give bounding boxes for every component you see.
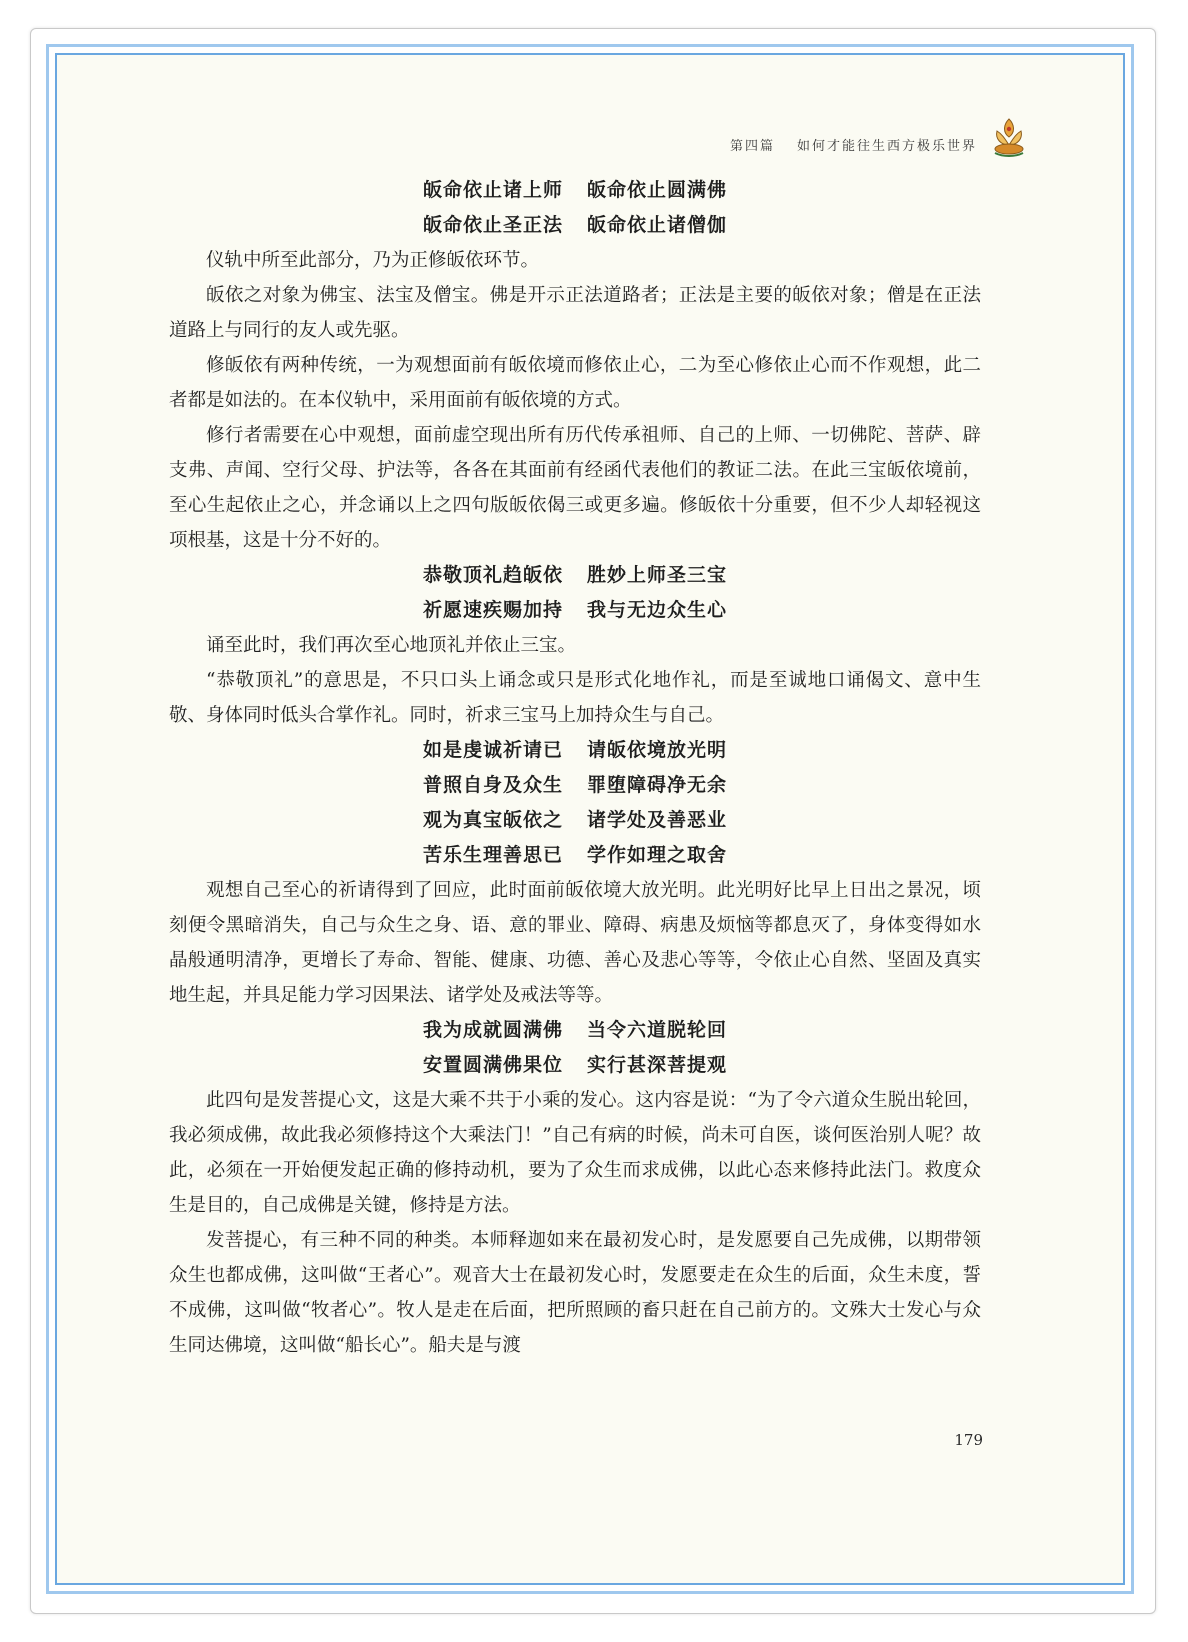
verse-line bbox=[169, 768, 981, 803]
verse-phrase: 学作如理之取舍 bbox=[587, 844, 728, 866]
page-number: 179 bbox=[954, 1431, 983, 1449]
chapter-title: 如何才能往生西方极乐世界 bbox=[796, 139, 977, 154]
verse-phrase: 当令六道脱轮回 bbox=[587, 1019, 728, 1041]
paragraph: 诵至此时，我们再次至心地顶礼并依止三宝。 bbox=[206, 635, 577, 656]
verse-phrase: 皈命依止诸上师 bbox=[422, 179, 563, 201]
verse-phrase: 祈愿速疾赐加持 bbox=[422, 599, 563, 621]
verse-line bbox=[169, 1048, 981, 1083]
lotus-ornament-icon bbox=[989, 115, 1029, 159]
paragraph: 仪轨中所至此部分，乃为正修皈依环节。 bbox=[206, 250, 540, 271]
verse-phrase: 诸学处及善恶业 bbox=[587, 809, 728, 831]
paragraph: 发菩提心，有三种不同的种类。本师释迦如来在最初发心时，是发愿要自己先成佛，以期带领众生也都成佛，这叫做“王者心”。观音大士在最初发心时，发愿要走在众生的后面，众生未度，誓不成佛，这叫做“牧者心”。牧人是走在后面，把所照顾的畜只赶在自己前方的。文殊大士发心与众生同达佛境，这叫做“船长心”。船夫是与渡 bbox=[169, 1230, 981, 1356]
paragraph: “恭敬顶礼”的意思是，不只口头上诵念或只是形式化地作礼，而是至诚地口诵偈文、意中生敬、身体同时低头合掌作礼。同时，祈求三宝马上加持众生与自己。 bbox=[169, 670, 981, 726]
paragraph: 皈依之对象为佛宝、法宝及僧宝。佛是开示正法道路者；正法是主要的皈依对象；僧是在正法道路上与同行的友人或先驱。 bbox=[169, 285, 981, 341]
page-border bbox=[46, 44, 1134, 1594]
verse-line bbox=[169, 803, 981, 838]
verse-line bbox=[169, 173, 981, 208]
verse-phrase: 安置圆满佛果位 bbox=[422, 1054, 563, 1076]
verse-phrase: 皈命依止圣正法 bbox=[422, 214, 563, 236]
verse-line bbox=[169, 558, 981, 593]
paragraph: 修行者需要在心中观想，面前虚空现出所有历代传承祖师、自己的上师、一切佛陀、菩萨、辟支弗、声闻、空行父母、护法等，各各在其面前有经函代表他们的教证二法。在此三宝皈依境前，至心生起依止之心，并念诵以上之四句版皈依偈三或更多遍。修皈依十分重要，但不少人却轻视这项根基，这是十分不好的。 bbox=[169, 425, 981, 551]
paragraph: 此四句是发菩提心文，这是大乘不共于小乘的发心。这内容是说：“为了令六道众生脱出轮回，我必须成佛，故此我必须修持这个大乘法门！”自己有病的时候，尚未可自医，谈何医治别人呢？故此，必须在一开始便发起正确的修持动机，要为了众生而求成佛，以此心态来修持此法门。救度众生是目的，自己成佛是关键，修持是方法。 bbox=[169, 1090, 981, 1216]
verse-line bbox=[169, 593, 981, 628]
paragraph: 修皈依有两种传统，一为观想面前有皈依境而修依止心，二为至心修依止心而不作观想，此二者都是如法的。在本仪轨中，采用面前有皈依境的方式。 bbox=[169, 355, 981, 411]
body-text bbox=[169, 173, 981, 1363]
verse-phrase: 请皈依境放光明 bbox=[587, 739, 728, 761]
running-head bbox=[730, 135, 977, 154]
verse-phrase: 胜妙上师圣三宝 bbox=[587, 564, 728, 586]
verse-line bbox=[169, 838, 981, 873]
verse-line bbox=[169, 733, 981, 768]
verse-phrase: 观为真宝皈依之 bbox=[422, 809, 563, 831]
verse-line bbox=[169, 208, 981, 243]
verse-phrase: 普照自身及众生 bbox=[422, 774, 563, 796]
page-paper bbox=[55, 53, 1125, 1585]
chapter-label: 第四篇 bbox=[729, 139, 775, 154]
verse-phrase: 皈命依止圆满佛 bbox=[587, 179, 728, 201]
verse-line bbox=[169, 1013, 981, 1048]
verse-phrase: 皈命依止诸僧伽 bbox=[587, 214, 728, 236]
verse-phrase: 苦乐生理善思已 bbox=[422, 844, 563, 866]
verse-phrase: 恭敬顶礼趋皈依 bbox=[422, 564, 563, 586]
verse-phrase: 实行甚深菩提观 bbox=[587, 1054, 728, 1076]
verse-phrase: 罪堕障碍净无余 bbox=[587, 774, 728, 796]
paragraph: 观想自己至心的祈请得到了回应，此时面前皈依境大放光明。此光明好比早上日出之景况，顷刻便令黑暗消失，自己与众生之身、语、意的罪业、障碍、病患及烦恼等都息灭了，身体变得如水晶般通明清净，更增长了寿命、智能、健康、功德、善心及悲心等等，令依止心自然、坚固及真实地生起，并具足能力学习因果法、诸学处及戒法等等。 bbox=[169, 880, 981, 1006]
verse-phrase: 如是虔诚祈请已 bbox=[422, 739, 563, 761]
verse-phrase: 我为成就圆满佛 bbox=[422, 1019, 563, 1041]
verse-phrase: 我与无边众生心 bbox=[587, 599, 728, 621]
